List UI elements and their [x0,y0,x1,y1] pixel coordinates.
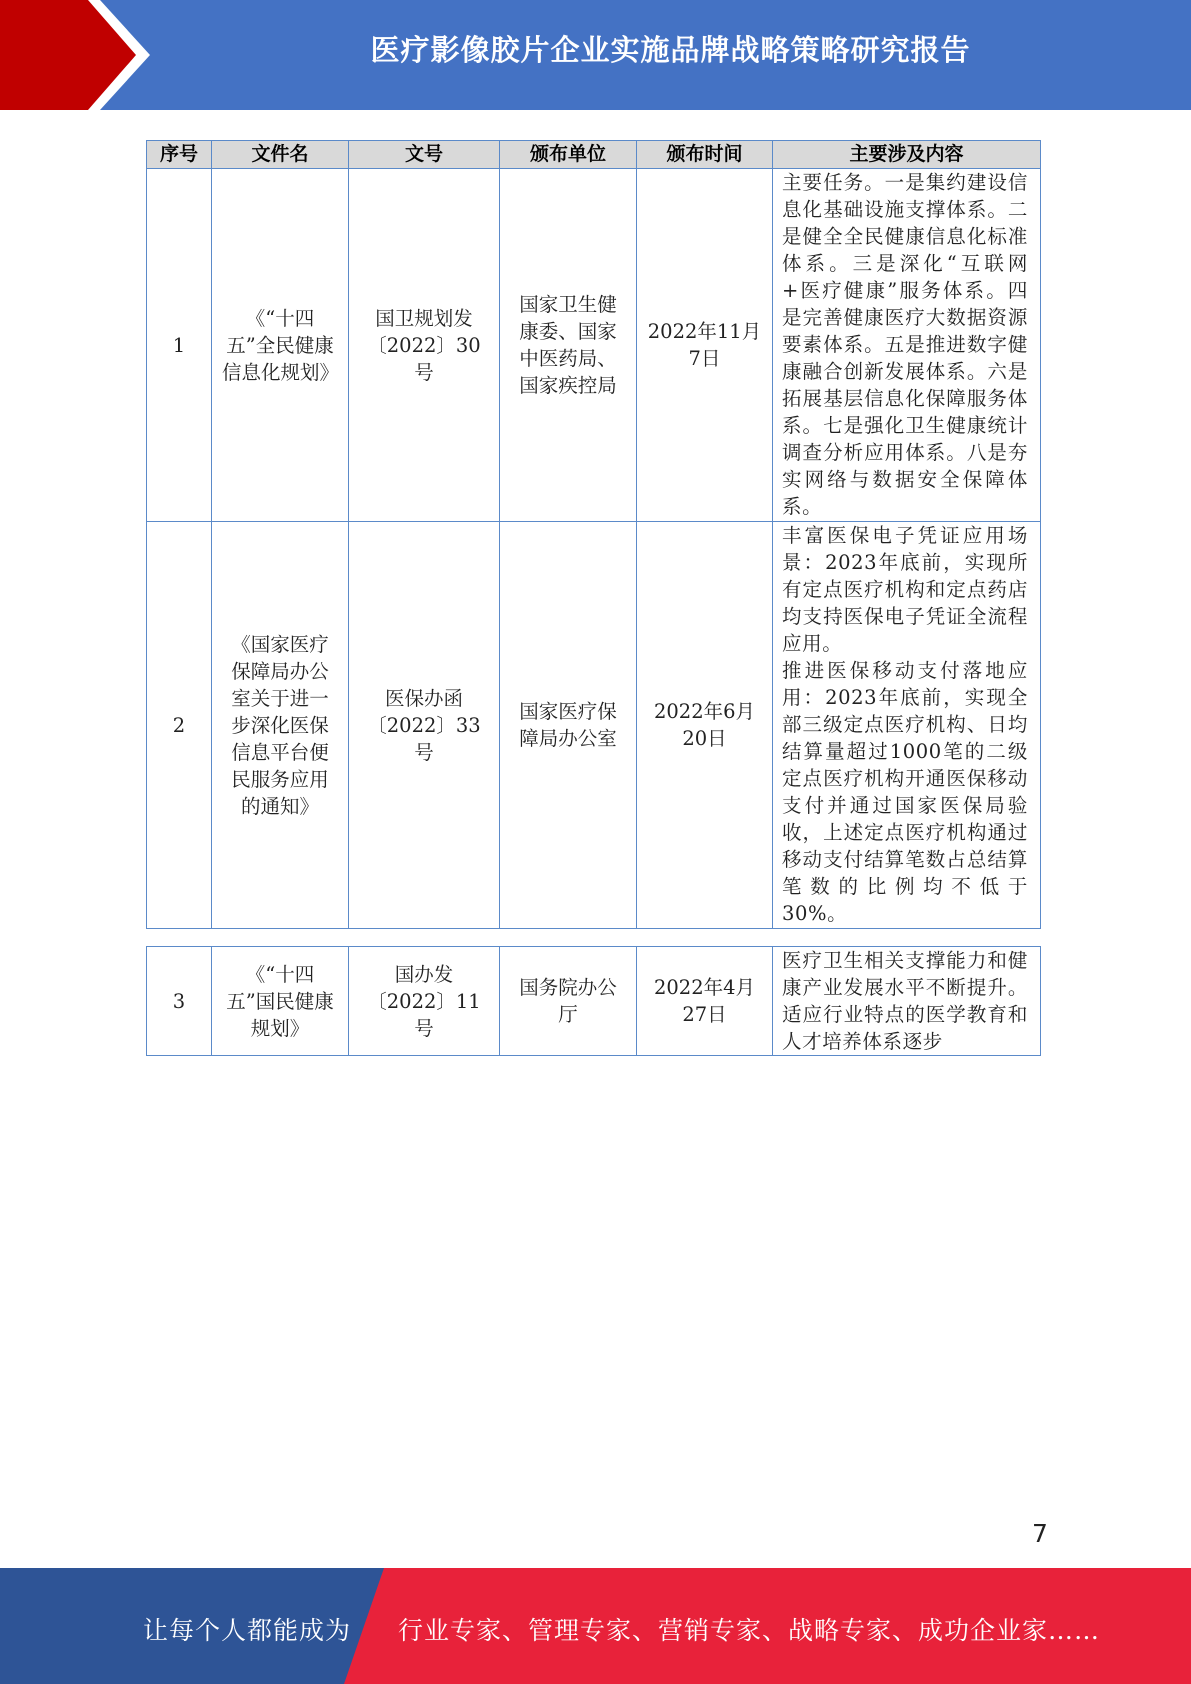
footer-slogan-right: 行业专家、管理专家、营销专家、战略专家、成功企业家…… [398,1616,1101,1645]
table-row [147,169,1041,522]
row-index: 3 [147,947,212,1056]
doc-number-cell: 国卫规划发〔2022〕30号 [349,169,500,522]
footer-band [0,1568,1191,1684]
doc-number-cell: 医保办函〔2022〕33号 [349,522,500,929]
column-header: 主要涉及内容 [773,141,1041,169]
policy-table [146,140,1041,929]
footer-slogan-left: 让每个人都能成为 [143,1616,352,1645]
column-header: 颁布时间 [637,141,773,169]
chevron-arrow-icon [0,0,160,110]
issuer-cell: 国务院办公厅 [500,947,637,1056]
content-paragraph: 医疗卫生相关支撑能力和健康产业发展水平不断提升。适应行业特点的医学教育和人才培养体系逐步 [782,949,1028,1053]
content-paragraph: 推进医保移动支付落地应用：2023年底前，实现全部三级定点医疗机构、日均结算量超过1000笔的二级定点医疗机构开通医保移动支付并通过国家医保局验收，上述定点医疗机构通过移动支付结算笔数占总结算笔数的比例均不低于30%。 [782,659,1028,925]
table-row [147,947,1041,1056]
row-index: 1 [147,169,212,522]
issuer-cell: 国家卫生健康委、国家中医药局、国家疾控局 [500,169,637,522]
column-header: 颁布单位 [500,141,637,169]
row-index: 2 [147,522,212,929]
table-header-row [147,141,1041,169]
column-header: 文件名 [212,141,349,169]
content-paragraph: 丰富医保电子凭证应用场景：2023年底前，实现所有定点医疗机构和定点药店均支持医保电子凭证全流程应用。 [782,524,1028,655]
content-paragraph: 主要任务。一是集约建设信息化基础设施支撑体系。二是健全全民健康信息化标准体系。三是深化“互联网+医疗健康”服务体系。四是完善健康医疗大数据资源要素体系。五是推进数字健康融合创新发展体系。六是拓展基层信息化保障服务体系。七是强化卫生健康统计调查分析应用体系。八是夯实网络与数据安全保障体系。 [782,171,1028,518]
policy-table-continued [146,946,1041,1056]
date-cell: 2022年4月27日 [637,947,773,1056]
content-cell [773,947,1041,1056]
file-name-cell: 《“十四五”国民健康规划》 [212,947,349,1056]
page-number: 7 [1032,1519,1048,1548]
doc-number-cell: 国办发〔2022〕11号 [349,947,500,1056]
header-band [0,0,1191,110]
content-cell [773,169,1041,522]
column-header: 文号 [349,141,500,169]
issuer-cell: 国家医疗保障局办公室 [500,522,637,929]
document-title: 医疗影像胶片企业实施品牌战略策略研究报告 [370,33,971,67]
file-name-cell: 《国家医疗保障局办公室关于进一步深化医保信息平台便民服务应用的通知》 [212,522,349,929]
date-cell: 2022年11月7日 [637,169,773,522]
table-row [147,522,1041,929]
column-header: 序号 [147,141,212,169]
content-cell [773,522,1041,929]
file-name-cell: 《“十四五”全民健康信息化规划》 [212,169,349,522]
date-cell: 2022年6月20日 [637,522,773,929]
